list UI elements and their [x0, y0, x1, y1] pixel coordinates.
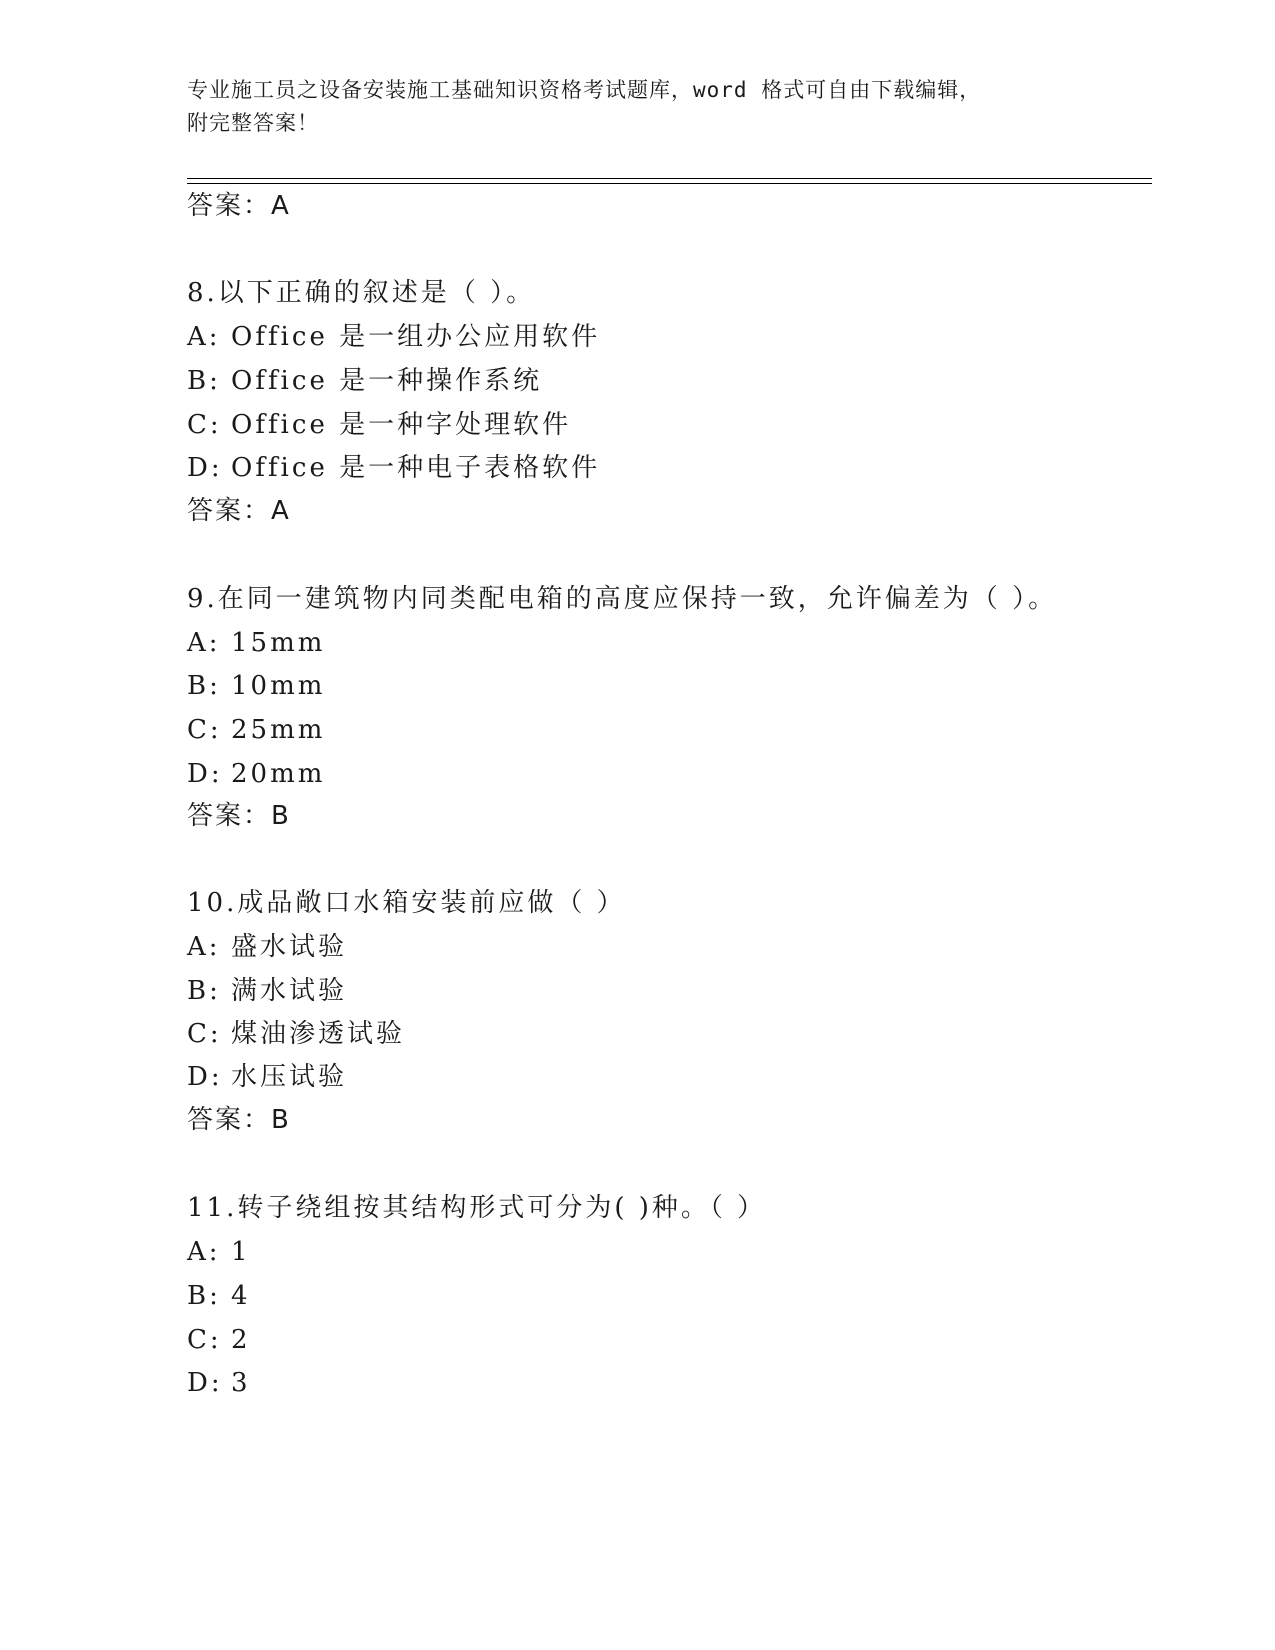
- option-line: [187, 1279, 251, 1313]
- question-text: 11.转子绕组按其结构形式可分为( )种。（ ）: [187, 1193, 767, 1223]
- header-divider-top: [187, 178, 1152, 179]
- option-label: B:: [187, 671, 221, 701]
- option-label: D:: [187, 1062, 223, 1092]
- option-line: [187, 451, 600, 485]
- option-text: 25mm: [231, 715, 326, 745]
- option-line: [187, 408, 571, 442]
- header-line-1: 专业施工员之设备安装施工基础知识资格考试题库，word 格式可自由下载编辑，: [187, 78, 982, 102]
- option-text: 2: [231, 1325, 251, 1355]
- option-line: [187, 1366, 251, 1400]
- answer-line: 答案：B: [187, 1105, 291, 1135]
- option-line: [187, 930, 347, 964]
- option-label: D:: [187, 1368, 223, 1398]
- option-text: 10mm: [231, 671, 326, 701]
- document-header: [187, 74, 1087, 140]
- option-label: A:: [187, 322, 221, 352]
- option-line: [187, 1235, 251, 1269]
- answer-line: 答案：B: [187, 801, 291, 831]
- option-label: B:: [187, 976, 221, 1006]
- option-label: C:: [187, 1325, 222, 1355]
- answer-line: 答案：A: [187, 496, 291, 526]
- option-line: [187, 669, 325, 703]
- option-label: C:: [187, 1019, 222, 1049]
- option-label: A:: [187, 628, 221, 658]
- option-line: [187, 1323, 251, 1357]
- option-label: A:: [187, 932, 221, 962]
- option-label: D:: [187, 759, 223, 789]
- option-text: Office 是一种电子表格软件: [231, 453, 601, 483]
- option-text: 20mm: [231, 759, 326, 789]
- option-label: D:: [187, 453, 223, 483]
- question-text: 10.成品敞口水箱安装前应做（ ）: [187, 888, 626, 918]
- option-label: A:: [187, 1237, 221, 1267]
- option-label: C:: [187, 410, 222, 440]
- option-line: [187, 757, 325, 791]
- option-text: 4: [231, 1281, 251, 1311]
- option-label: B:: [187, 1281, 221, 1311]
- question-text: 9.在同一建筑物内同类配电箱的高度应保持一致，允许偏差为（ ）。: [187, 584, 1058, 614]
- option-text: Office 是一种操作系统: [231, 366, 543, 396]
- question-text: 8.以下正确的叙述是（ ）。: [187, 278, 536, 308]
- option-text: 3: [231, 1368, 251, 1398]
- option-text: 盛水试验: [231, 932, 348, 962]
- option-line: [187, 364, 542, 398]
- header-divider-bottom: [187, 183, 1152, 184]
- option-text: 水压试验: [231, 1062, 348, 1092]
- option-line: [187, 1017, 405, 1051]
- option-text: Office 是一种字处理软件: [231, 410, 572, 440]
- header-line-2: 附完整答案！: [187, 111, 319, 135]
- option-line: [187, 320, 600, 354]
- option-line: [187, 974, 347, 1008]
- option-text: 满水试验: [231, 976, 348, 1006]
- answer-line: 答案：A: [187, 191, 291, 221]
- option-text: 15mm: [231, 628, 326, 658]
- option-label: B:: [187, 366, 221, 396]
- option-text: 1: [231, 1237, 251, 1267]
- option-line: [187, 626, 325, 660]
- option-text: Office 是一组办公应用软件: [231, 322, 601, 352]
- option-label: C:: [187, 715, 222, 745]
- option-text: 煤油渗透试验: [231, 1019, 406, 1049]
- option-line: [187, 713, 325, 747]
- option-line: [187, 1060, 347, 1094]
